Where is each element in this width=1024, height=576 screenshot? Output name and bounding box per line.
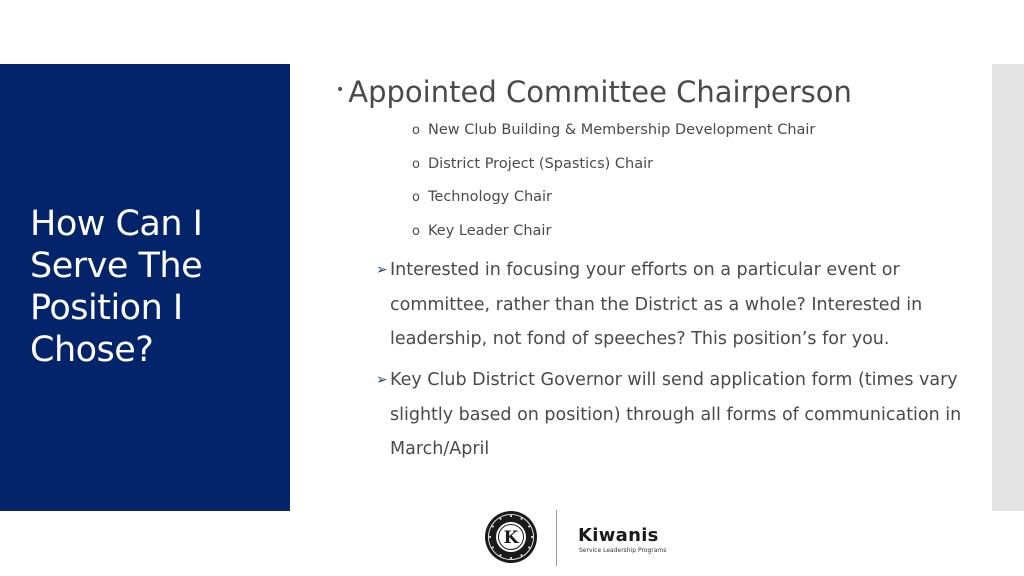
main-bullet-text: Appointed Committee Chairperson	[348, 75, 852, 109]
paragraph-interest	[376, 253, 990, 357]
bullet-dot-icon: •	[336, 82, 345, 98]
circle-bullet-icon: o	[412, 123, 420, 138]
circle-bullet-icon: o	[412, 190, 420, 205]
circle-bullet-icon: o	[412, 223, 420, 239]
seal-letter: K	[503, 528, 519, 548]
list-item	[412, 156, 815, 190]
list-item	[412, 223, 815, 257]
kiwanis-tagline: Service Leadership Programs	[579, 547, 667, 554]
chair-list	[412, 122, 815, 256]
list-item	[412, 122, 815, 156]
slide-title: How Can I Serve The Position I Chose?	[30, 204, 203, 370]
kiwanis-logo: Kiwanis	[578, 525, 659, 546]
key-club-seal-icon	[484, 510, 538, 564]
list-item-text: New Club Building & Membership Development Chair	[428, 122, 816, 138]
paragraph-text: Interested in focusing your efforts on a particular event or committee, rather than the District as a whole? Interested in leadership, not fond of speeches? This position’s for you.	[390, 260, 923, 349]
logo-divider	[556, 510, 557, 566]
list-item-text: Key Leader Chair	[428, 222, 552, 239]
arrow-bullet-icon: ➢	[376, 372, 388, 388]
list-item-text: District Project (Spastics) Chair	[428, 155, 654, 172]
main-bullet	[336, 72, 852, 110]
content-area	[290, 64, 992, 511]
side-strip	[992, 64, 1024, 511]
arrow-bullet-icon: ➢	[376, 262, 388, 278]
paragraph-application	[376, 363, 990, 467]
list-item-text: Technology Chair	[428, 189, 553, 205]
footer-logos	[484, 508, 684, 568]
paragraph-text: Key Club District Governor will send application form (times vary slightly based on position) through all forms of communication in March/April	[390, 370, 962, 459]
circle-bullet-icon: o	[412, 156, 420, 172]
list-item	[412, 189, 815, 223]
